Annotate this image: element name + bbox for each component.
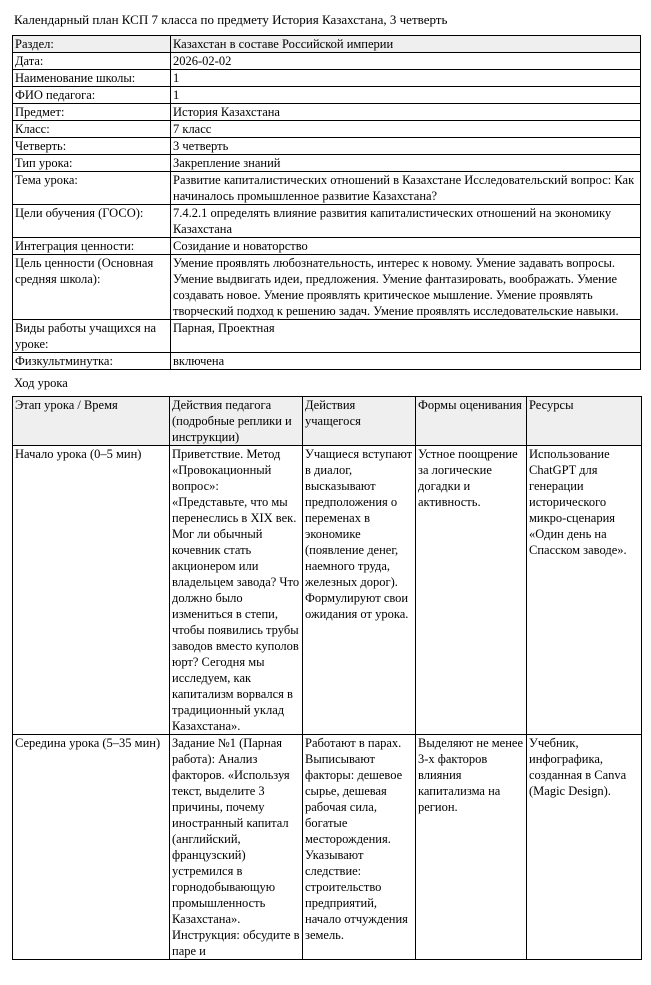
- column-header-assessment: Формы оценивания: [416, 397, 527, 446]
- info-value: 1: [171, 87, 641, 104]
- info-label: Раздел:: [13, 36, 171, 53]
- info-row-school: [13, 70, 641, 87]
- info-value: включена: [171, 353, 641, 370]
- info-row-grade: [13, 121, 641, 138]
- teacher-actions-cell: Задание №1 (Парная работа): Анализ факторов. «Используя текст, выделите 3 причины, почему иностранный капитал (английский, французский) устремился в горнодобывающую промышленность Казахстана». Инструкция: обсудите в паре и: [170, 735, 303, 960]
- resources-cell: Использование ChatGPT для генерации исторического микро-сценария «Один день на Спасском заводе».: [527, 446, 642, 735]
- info-label: Тип урока:: [13, 155, 171, 172]
- info-label: Виды работы учащихся на уроке:: [13, 320, 171, 353]
- info-value: 3 четверть: [171, 138, 641, 155]
- info-row-work-types: [13, 320, 641, 353]
- info-row-learning-goals: [13, 205, 641, 238]
- lesson-header-row: [13, 397, 642, 446]
- info-value: Закрепление знаний: [171, 155, 641, 172]
- info-value: Умение проявлять любознательность, интерес к новому. Умение задавать вопросы. Умение выдвигать идеи, предложения. Умение фантазировать, воображать. Умение создавать новое. Умение проявлять критическое мышление. Умение проявлять творческий подход к решению задач. Умение проявлять исследовательские навыки.: [171, 255, 641, 320]
- info-label: Интеграция ценности:: [13, 238, 171, 255]
- info-label: Тема урока:: [13, 172, 171, 205]
- info-value: Развитие капиталистических отношений в Казахстане Исследовательский вопрос: Как начиналось промышленное развитие Казахстана?: [171, 172, 641, 205]
- info-label: Физкультминутка:: [13, 353, 171, 370]
- column-header-stage: Этап урока / Время: [13, 397, 170, 446]
- lesson-row-middle: [13, 735, 642, 960]
- column-header-teacher-actions: Действия педагога (подробные реплики и инструкции): [170, 397, 303, 446]
- info-row-value-integration: [13, 238, 641, 255]
- teacher-actions-cell: Приветствие. Метод «Провокационный вопрос»: «Представьте, что мы перенеслись в XIX век. Мог ли обычный кочевник стать акционером или владельцем завода? Что должно было измениться в степи, чтобы появились трубы заводов вместо куполов юрт? Сегодня мы исследуем, как капитализм ворвался в традиционный уклад Казахстана».: [170, 446, 303, 735]
- info-label: Четверть:: [13, 138, 171, 155]
- info-label: Наименование школы:: [13, 70, 171, 87]
- info-label: Дата:: [13, 53, 171, 70]
- resources-cell: Учебник, инфографика, созданная в Canva (Magic Design).: [527, 735, 642, 960]
- stage-cell: Начало урока (0–5 мин): [13, 446, 170, 735]
- student-actions-cell: Учащиеся вступают в диалог, высказывают предположения о переменах в экономике (появление денег, наемного труда, железных дорог). Формулируют свои ожидания от урока.: [303, 446, 416, 735]
- info-label: Класс:: [13, 121, 171, 138]
- info-row-subject: [13, 104, 641, 121]
- stage-cell: Середина урока (5–35 мин): [13, 735, 170, 960]
- info-value: 1: [171, 70, 641, 87]
- info-value: 2026-02-02: [171, 53, 641, 70]
- assessment-cell: Выделяют не менее 3-х факторов влияния капитализма на регион.: [416, 735, 527, 960]
- document-title: Календарный план КСП 7 класса по предмету История Казахстана, 3 четверть: [14, 12, 448, 27]
- info-label: Цель ценности (Основная средняя школа):: [13, 255, 171, 320]
- info-row-section: [13, 36, 641, 53]
- info-value: Парная, Проектная: [171, 320, 641, 353]
- info-value: Созидание и новаторство: [171, 238, 641, 255]
- info-value: Казахстан в составе Российской империи: [171, 36, 641, 53]
- info-row-date: [13, 53, 641, 70]
- info-label: Предмет:: [13, 104, 171, 121]
- info-row-quarter: [13, 138, 641, 155]
- column-header-resources: Ресурсы: [527, 397, 642, 446]
- info-row-topic: [13, 172, 641, 205]
- info-row-value-goal: [13, 255, 641, 320]
- info-row-exercise-break: [13, 353, 641, 370]
- lesson-progress-heading: Ход урока: [14, 376, 68, 390]
- info-label: Цели обучения (ГОСО):: [13, 205, 171, 238]
- assessment-cell: Устное поощрение за логические догадки и активность.: [416, 446, 527, 735]
- lesson-info-table: [12, 35, 641, 370]
- lesson-row-beginning: [13, 446, 642, 735]
- student-actions-cell: Работают в парах. Выписывают факторы: дешевое сырье, дешевая рабочая сила, богатые месторождения. Указывают следствие: строительство предприятий, начало отчуждения земель.: [303, 735, 416, 960]
- info-value: История Казахстана: [171, 104, 641, 121]
- info-value: 7.4.2.1 определять влияние развития капиталистических отношений на экономику Казахстана: [171, 205, 641, 238]
- lesson-progress-table: [12, 396, 642, 960]
- info-row-teacher: [13, 87, 641, 104]
- column-header-student-actions: Действия учащегося: [303, 397, 416, 446]
- info-value: 7 класс: [171, 121, 641, 138]
- info-label: ФИО педагога:: [13, 87, 171, 104]
- info-row-lesson-type: [13, 155, 641, 172]
